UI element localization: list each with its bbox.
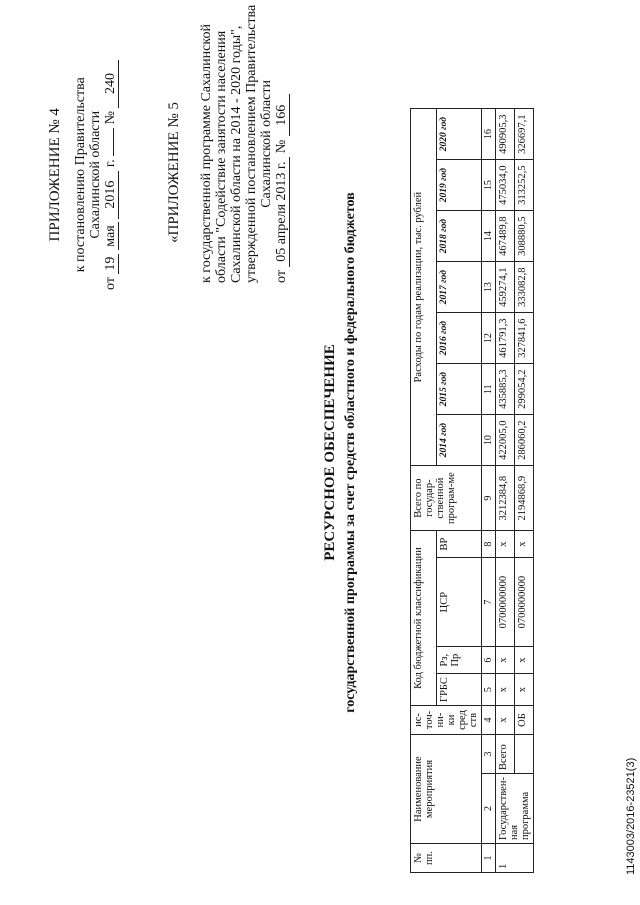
column-number: 14: [482, 211, 496, 262]
header-budget-code: Код бюджетной классификации: [411, 531, 437, 706]
appendix4-year-suffix: г.: [103, 159, 118, 168]
year-value-cell: 459274,1: [496, 262, 515, 313]
column-number: 12: [482, 313, 496, 364]
year-value-cell: 475034,0: [496, 160, 515, 211]
csr-cell: 0700000000: [515, 558, 534, 647]
column-number: 6: [482, 647, 496, 674]
appendix4-month: мая: [103, 222, 119, 250]
year-value-cell: 308880,5: [515, 211, 534, 262]
column-number-row: [482, 109, 496, 873]
table-row: [496, 109, 515, 873]
header-csr: ЦСР: [437, 558, 482, 647]
year-value-cell: 461791,3: [496, 313, 515, 364]
appendix4-title: ПРИЛОЖЕНИЕ № 4: [47, 108, 63, 242]
appendix4-number: 240: [103, 60, 119, 108]
appendix4-day: 19: [103, 254, 119, 274]
header-total: Всего по государ-ственной програм-ме: [411, 466, 482, 531]
appendix5-line5: Сахалинской области: [259, 80, 274, 208]
header-year: 2017 год: [437, 262, 482, 313]
appendix5-block: [167, 5, 290, 283]
column-number: 8: [482, 531, 496, 558]
column-number: 10: [482, 415, 496, 466]
year-value-cell: 333082,8: [515, 262, 534, 313]
column-number: 4: [482, 706, 496, 735]
row-label: [515, 735, 534, 774]
rzpr-cell: х: [496, 647, 515, 674]
appendix4-block: [48, 60, 119, 290]
header-grbs: ГРБС: [437, 674, 482, 706]
grbs-cell: х: [496, 674, 515, 706]
vr-cell: х: [515, 531, 534, 558]
header-year: 2014 год: [437, 415, 482, 466]
appendix5-date-line: [274, 5, 290, 283]
year-value-cell: 286060,2: [515, 415, 534, 466]
header-year: 2016 год: [437, 313, 482, 364]
column-number: 16: [482, 109, 496, 160]
header-name: Наименование мероприятия: [411, 735, 482, 844]
row-number: 1: [496, 844, 534, 873]
source-cell: ОБ: [515, 706, 534, 735]
column-number: 11: [482, 364, 496, 415]
column-number: 2: [482, 774, 496, 844]
appendix4-year: 2016: [103, 171, 119, 219]
appendix5-line4: утвержденной постановлением Правительства: [244, 4, 259, 283]
header-year: 2018 год: [437, 211, 482, 262]
appendix5-line3: Сахалинской области на 2014 - 2020 годы",: [229, 25, 244, 283]
appendix5-title: «ПРИЛОЖЕНИЕ № 5: [166, 102, 182, 243]
appendix4-date-line: [103, 60, 119, 290]
header-source: ис-точ-ни-ки сред ств: [411, 706, 482, 735]
header-rzpr: Рз, Пр: [437, 647, 482, 674]
vr-cell: х: [496, 531, 515, 558]
header-year: 2015 год: [437, 364, 482, 415]
appendix5-from: от: [274, 270, 289, 283]
column-number: 13: [482, 262, 496, 313]
year-value-cell: 313252,5: [515, 160, 534, 211]
table-row: [515, 109, 534, 873]
year-value-cell: 435885,3: [496, 364, 515, 415]
row-label: Всего: [496, 735, 515, 774]
grbs-cell: х: [515, 674, 534, 706]
appendix4-from: от: [103, 277, 118, 290]
appendix5-line1: к государственной программе Сахалинской: [199, 24, 214, 283]
appendix5-line2: области "Содействие занятости населения: [214, 30, 229, 283]
total-cell: 2194868,9: [515, 466, 534, 531]
year-value-cell: 299054,2: [515, 364, 534, 415]
column-number: 15: [482, 160, 496, 211]
column-number: 5: [482, 674, 496, 706]
column-number: 3: [482, 735, 496, 774]
header-no: № пп.: [411, 844, 482, 873]
resource-table: [410, 108, 534, 873]
header-year: 2020 год: [437, 109, 482, 160]
year-value-cell: 422005,0: [496, 415, 515, 466]
program-name: Государствен-ная программа: [496, 774, 534, 844]
column-number: 9: [482, 466, 496, 531]
appendix4-num-prefix: №: [103, 111, 118, 125]
header-vr: ВР: [437, 531, 482, 558]
csr-cell: 0700000000: [496, 558, 515, 647]
year-value-cell: 467489,8: [496, 211, 515, 262]
total-cell: 3212384,8: [496, 466, 515, 531]
header-expenses: Расходы по годам реализации, тыс. рублей: [411, 109, 437, 466]
column-number: 7: [482, 558, 496, 647]
source-cell: х: [496, 706, 515, 735]
year-value-cell: 327841,6: [515, 313, 534, 364]
appendix4-line2: Сахалинской области: [88, 110, 103, 239]
year-value-cell: 326697,1: [515, 109, 534, 160]
appendix5-num-prefix: №: [274, 139, 289, 154]
column-number: 1: [482, 844, 496, 873]
appendix5-date: 05 апреля 2013 г.: [274, 157, 290, 267]
rzpr-cell: х: [515, 647, 534, 674]
document-footer-code: 1143003/2016-23521(3): [625, 757, 637, 875]
appendix4-line1: к постановлению Правительства: [73, 77, 88, 273]
year-value-cell: 490905,3: [496, 109, 515, 160]
header-year: 2019 год: [437, 160, 482, 211]
appendix5-number: 166: [274, 94, 290, 136]
document-subtitle: государственной программы за счет средств областного и федерального бюджетов: [343, 192, 358, 713]
document-title: РЕСУРСНОЕ ОБЕСПЕЧЕНИЕ: [322, 344, 338, 561]
